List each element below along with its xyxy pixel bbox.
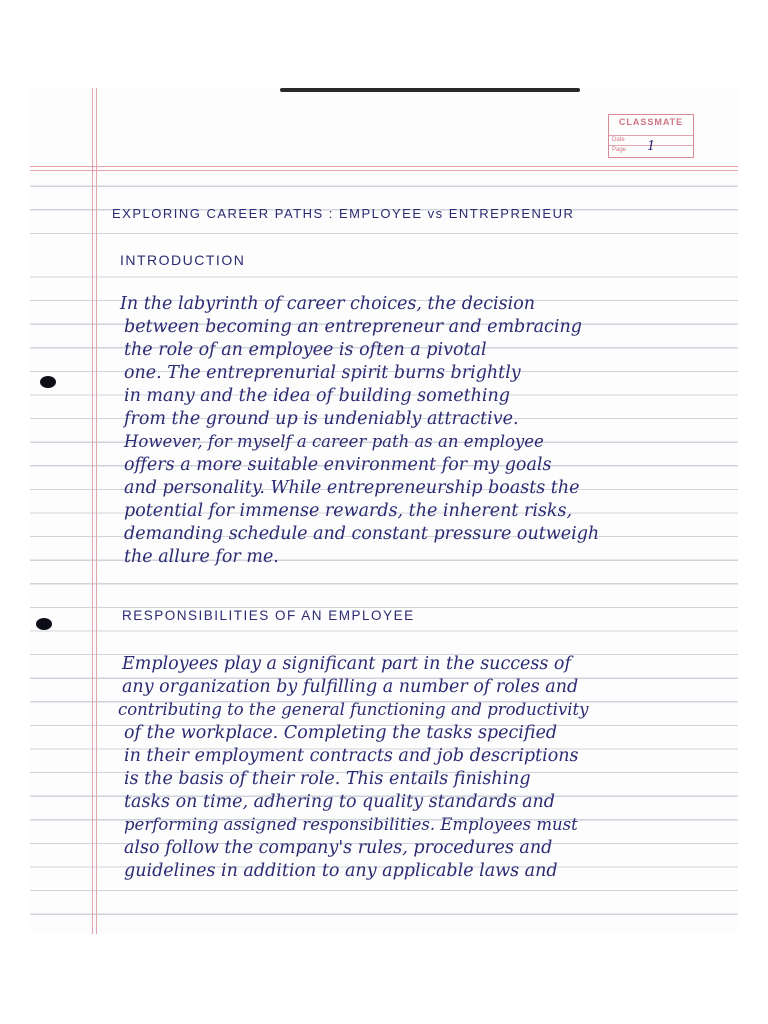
page-title: EXPLORING CAREER PATHS : EMPLOYEE vs ENTREPRENEUR [112, 206, 575, 221]
intro-line: one. The entreprenurial spirit burns brightly [124, 363, 521, 383]
notebook-brand-box [608, 114, 694, 158]
date-label: Date [612, 137, 625, 143]
responsibilities-line: any organization by fulfilling a number of roles and [122, 677, 579, 697]
responsibilities-line: is the basis of their role. This entails finishing [124, 769, 531, 789]
responsibilities-line: contributing to the general functioning and productivity [118, 700, 589, 719]
intro-line: between becoming an entrepreneur and embracing [124, 317, 582, 337]
responsibilities-line: tasks on time, adhering to quality standards and [124, 792, 556, 812]
punch-hole [36, 618, 52, 630]
page-number: 1 [647, 139, 656, 154]
responsibilities-line: in their employment contracts and job descriptions [124, 746, 579, 766]
responsibilities-line: Employees play a significant part in the success of [122, 654, 571, 674]
brand-name: CLASSMATE [618, 117, 684, 127]
header-rule [30, 166, 738, 167]
intro-line: demanding schedule and constant pressure outweigh [124, 524, 600, 544]
punch-hole [40, 376, 56, 388]
intro-line: offers a more suitable environment for my goals [124, 455, 552, 475]
section-heading-responsibilities: RESPONSIBILITIES OF AN EMPLOYEE [122, 608, 415, 623]
notebook-page [30, 88, 738, 934]
responsibilities-line: of the workplace. Completing the tasks specified [124, 723, 558, 743]
responsibilities-line: also follow the company's rules, procedures and [124, 838, 553, 858]
responsibilities-line: performing assigned responsibilities. Employees must [124, 815, 578, 834]
responsibilities-line: guidelines in addition to any applicable laws and [124, 861, 558, 881]
margin-line-left-2 [96, 88, 97, 934]
intro-line: and personality. While entrepreneurship boasts the [124, 478, 580, 498]
margin-line-left [92, 88, 93, 934]
intro-line: potential for immense rewards, the inherent risks, [124, 501, 573, 521]
intro-line: from the ground up is undeniably attractive. [124, 409, 519, 429]
page-top-edge [280, 88, 580, 92]
intro-line: in many and the idea of building something [124, 386, 510, 406]
intro-line: the allure for me. [124, 547, 279, 567]
section-heading-introduction: INTRODUCTION [120, 252, 246, 268]
header-rule-2 [30, 170, 738, 171]
intro-line: In the labyrinth of career choices, the decision [120, 294, 536, 314]
intro-line: However, for myself a career path as an employee [124, 432, 544, 451]
intro-line: the role of an employee is often a pivotal [124, 340, 487, 360]
page-label: Page [612, 147, 627, 153]
